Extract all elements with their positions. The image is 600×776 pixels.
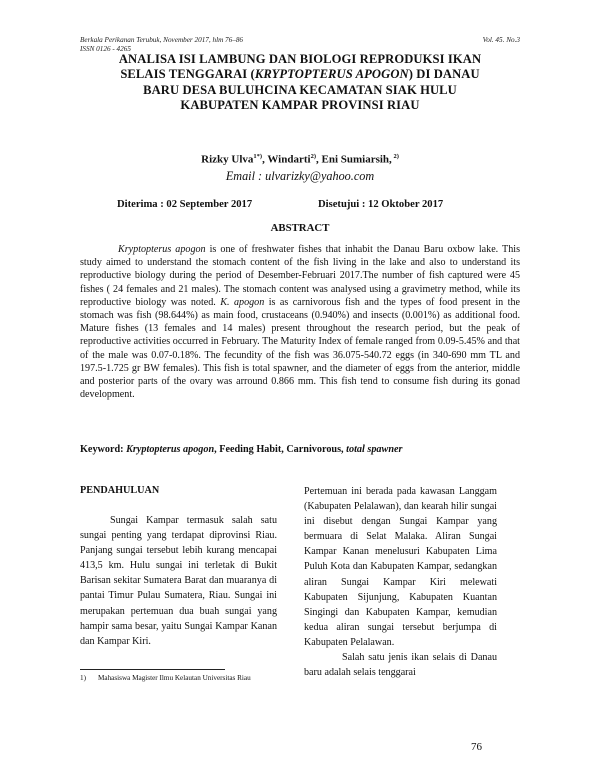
section-title: PENDAHULUAN [80,485,160,496]
received-date: Diterima : 02 September 2017 [117,199,253,210]
page-number: 76 [471,741,482,753]
abstract-body: Kryptopterus apogon is one of freshwater fishes that inhabit the Danau Baru oxbow lake. This study aimed to understand the stomach content of the fish living in the lake and also to understand its reproductive biology during the period of Desember-Februari 2017.The number of fish captured were 45 fishes ( 24 females and 21 males). The stomach content was analysed using a gravimetry method, while its reproductive biology was noted. K. apogon is as carnivorous fish and the types of food present in the stomach was fish (98.644%) as main food, crustaceans (0.940%) and insects (0.001%) as additional food. Mature fishes (13 females and 14 males) present throughout the research period, but the peak of reproductive activities occurred in February. The Maturity Index of female ranged from 0.09-5.45% and that of the male was 0.07-0.18%. The fecundity of the fish was 36.075-540.72 eggs (in 340-690 mm TL and 197.5-1.725 gr BW females). This fish is total spawner, and the diameter of eggs from the anterior, middle and posterior parts of the ovary was arround 0.866 mm. This fish tend to consume fish during its gonad development. [80,244,520,401]
author-1: Rizky Ulva [201,153,254,166]
keywords: Keyword: Kryptopterus apogon, Feeding Habit, Carnivorous, total spawner [80,444,403,455]
title-line-3: BARU DESA BULUHCINA KECAMATAN SIAK HULU [143,82,457,97]
intro-paragraph-2: Salah satu jenis ikan selais di Danau baru adalah selais tenggarai [304,652,497,679]
author-email: Email : ulvarizky@yahoo.com [225,169,375,183]
title-line-1: ANALISA ISI LAMBUNG DAN BIOLOGI REPRODUKSI IKAN [118,52,482,66]
approved-date: Disetujui : 12 Oktober 2017 [318,199,444,210]
author-2: Windarti [267,153,311,166]
intro-left-column: Sungai Kampar termasuk salah satu sungai penting yang terdapat diprovinsi Riau. Panjang sungai tersebut lebih kurang mencapai 413,5 km. Hulu sungai ini terletak di Bukit Barisan sekitar Sumatera Barat dan muaranya di pantai Timur Pulau Sumatera, Riau. Sungai ini merupakan pertemuan dua buah sungai yang hampir sama besar, yaitu Sungai Kampar Kanan dan Kampar Kiri. [80,515,277,647]
title-line-4: KABUPATEN KAMPAR PROVINSI RIAU [180,98,420,113]
paper-title [80,52,520,114]
footnote: 1) Mahasiswa Magister Ilmu Kelautan Universitas Riau [80,674,251,682]
title-line-2: SELAIS TENGGARAI (KRYPTOPTERUS APOGON) DI DANAU [120,67,480,82]
intro-right-column [304,484,497,680]
issn: ISSN 0126 - 4265 [80,45,131,53]
volume-label: Vol. 45. No.3 [482,36,520,44]
journal-citation: Berkala Perikanan Terubuk, November 2017, hlm 76–86 [80,36,244,44]
author-3: Eni Sumiarsih, [321,153,392,166]
footnote-divider [80,669,225,670]
intro-paragraph-continued: Pertemuan ini berada pada kawasan Langgam (Kabupaten Pelalawan), dan kearah hilir sungai ini disebut dengan Sungai Kampar yang bermuara di Selat Malaka. Aliran Sungai Kampar Kanan menelusuri Kabupaten Lima Puluh Kota dan Kabupaten Kampar, sedangkan aliran Sungai Kampar Kiri melewati Kabupaten Sijunjung, Kabupaten Kuantan Singingi dan Kabupaten Kampar, kemudian kedua aliran sungai tersebut berjumpa di Kabupaten Pelalawan. [304,486,497,648]
abstract-heading: ABSTRACT [270,222,330,234]
author-list: Rizky Ulva$^{1*)}$, Windarti$^{2)}$, Eni Sumiarsih, $^{2)}$ [201,153,399,166]
